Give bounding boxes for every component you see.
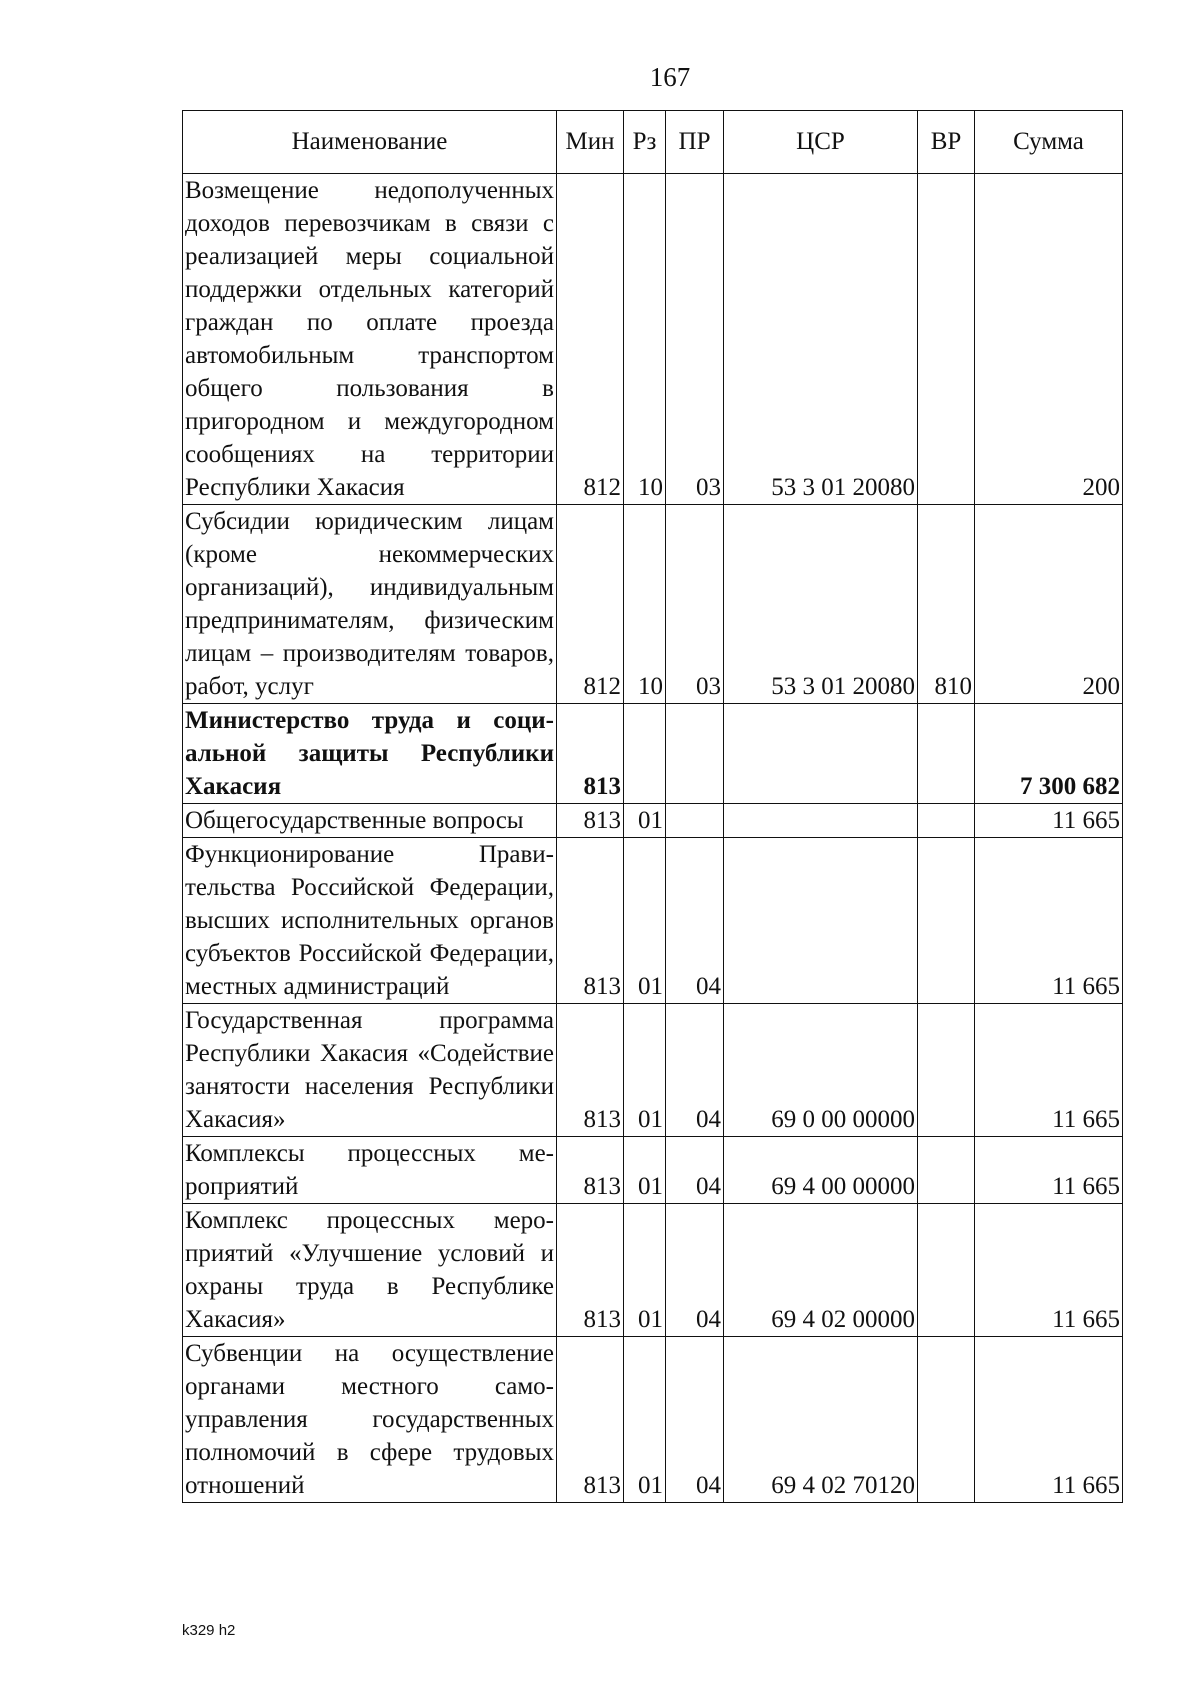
row-csr: [724, 704, 918, 804]
row-vr: [918, 1204, 975, 1337]
row-rz: 10: [624, 174, 666, 505]
table-row: [183, 1337, 1123, 1503]
row-name: Комплекс процессных мероприятий «Улучшение условий и охраны труда в Республике Хакасия»: [183, 1204, 557, 1337]
row-rz: 01: [624, 1337, 666, 1503]
row-csr: 69 4 00 00000: [724, 1137, 918, 1204]
row-csr: 69 4 02 00000: [724, 1204, 918, 1337]
row-name: Государственная программа Республики Хакасия «Содействие занятости населения Республики Хакасия»: [183, 1004, 557, 1137]
row-vr: [918, 174, 975, 505]
header-rz: Рз: [624, 111, 666, 174]
row-name: Министерство труда и социальной защиты Республики Хакасия: [183, 704, 557, 804]
table-row: [183, 704, 1123, 804]
row-pr: 04: [666, 1137, 724, 1204]
row-sum: 11 665: [975, 1004, 1123, 1137]
row-csr: 53 3 01 20080: [724, 174, 918, 505]
footer-code: k329 h2: [182, 1622, 236, 1639]
table-row: [183, 174, 1123, 505]
row-sum: 200: [975, 505, 1123, 704]
row-sum: 11 665: [975, 804, 1123, 838]
row-min: 812: [557, 505, 624, 704]
header-name: Наименование: [183, 111, 557, 174]
row-csr: [724, 838, 918, 1004]
row-name: Субсидии юридическим лицам (кроме некоммерческих организаций), индивидуальным предпринимателям, физическим лицам – производителям товаров, работ, услуг: [183, 505, 557, 704]
row-pr: 04: [666, 1337, 724, 1503]
header-pr: ПР: [666, 111, 724, 174]
row-name: Субвенции на осуществление органами местного самоуправления государственных полномочий в сфере трудовых отношений: [183, 1337, 557, 1503]
row-pr: [666, 804, 724, 838]
row-rz: 01: [624, 838, 666, 1004]
table-row: [183, 838, 1123, 1004]
row-sum: 11 665: [975, 1204, 1123, 1337]
row-sum: 11 665: [975, 1137, 1123, 1204]
table-row: [183, 505, 1123, 704]
header-sum: Сумма: [975, 111, 1123, 174]
row-pr: 04: [666, 1204, 724, 1337]
row-sum: 200: [975, 174, 1123, 505]
row-rz: 01: [624, 804, 666, 838]
row-vr: [918, 704, 975, 804]
row-vr: [918, 1137, 975, 1204]
row-min: 813: [557, 838, 624, 1004]
header-csr: ЦСР: [724, 111, 918, 174]
header-vr: ВР: [918, 111, 975, 174]
row-vr: [918, 838, 975, 1004]
row-pr: 03: [666, 174, 724, 505]
row-rz: 10: [624, 505, 666, 704]
table-row: [183, 804, 1123, 838]
row-sum: 7 300 682: [975, 704, 1123, 804]
row-name: Функционирование Правительства Российской Федерации, высших исполнительных органов субъектов Российской Федерации, местных администраций: [183, 838, 557, 1004]
row-vr: 810: [918, 505, 975, 704]
row-pr: 04: [666, 838, 724, 1004]
page-number: 167: [649, 62, 691, 92]
row-pr: [666, 704, 724, 804]
row-name: Общегосударственные вопросы: [183, 804, 557, 838]
table-row: [183, 1004, 1123, 1137]
row-vr: [918, 1337, 975, 1503]
row-rz: [624, 704, 666, 804]
row-rz: 01: [624, 1204, 666, 1337]
budget-table: [182, 110, 1123, 1503]
row-name: Возмещение недополученных доходов перевозчикам в связи с реализацией меры социальной поддержки отдельных категорий граждан по оплате проезда автомобильным транспортом общего пользования в пригородном и междугородном сообщениях на территории Республики Хакасия: [183, 174, 557, 505]
row-min: 813: [557, 704, 624, 804]
row-vr: [918, 804, 975, 838]
header-row: [183, 111, 1123, 174]
row-rz: 01: [624, 1004, 666, 1137]
row-min: 813: [557, 1137, 624, 1204]
row-csr: [724, 804, 918, 838]
table-row: [183, 1204, 1123, 1337]
row-min: 813: [557, 1004, 624, 1137]
row-rz: 01: [624, 1137, 666, 1204]
row-name: Комплексы процессных мероприятий: [183, 1137, 557, 1204]
row-min: 813: [557, 804, 624, 838]
row-min: 812: [557, 174, 624, 505]
header-min: Мин: [557, 111, 624, 174]
row-sum: 11 665: [975, 1337, 1123, 1503]
row-csr: 69 0 00 00000: [724, 1004, 918, 1137]
row-vr: [918, 1004, 975, 1137]
row-csr: 53 3 01 20080: [724, 505, 918, 704]
table-row: [183, 1137, 1123, 1204]
row-pr: 03: [666, 505, 724, 704]
row-csr: 69 4 02 70120: [724, 1337, 918, 1503]
row-min: 813: [557, 1337, 624, 1503]
row-pr: 04: [666, 1004, 724, 1137]
row-sum: 11 665: [975, 838, 1123, 1004]
row-min: 813: [557, 1204, 624, 1337]
